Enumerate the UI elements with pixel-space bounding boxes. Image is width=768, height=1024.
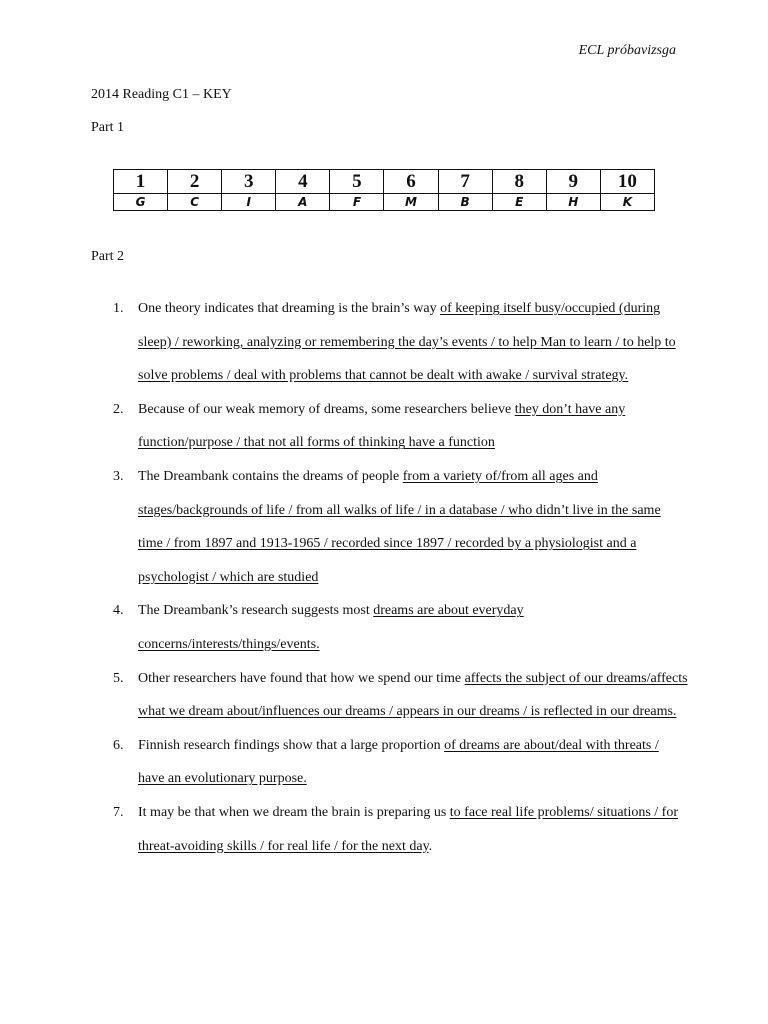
part2-answer-list <box>0 292 768 863</box>
question-number-cell: 9 <box>546 170 600 194</box>
answer-item-number: 6. <box>113 737 124 753</box>
document-title: 2014 Reading C1 – KEY <box>91 87 232 102</box>
answer-letter-cell: F <box>330 194 384 211</box>
answer-item <box>0 662 768 729</box>
answer-item-key: of dreams are about/deal with threats / have an evolutionary purpose. <box>138 737 659 787</box>
question-number-cell: 7 <box>438 170 492 194</box>
part2-heading: Part 2 <box>91 249 125 264</box>
answer-item <box>0 393 768 460</box>
header-exam-name: ECL próbavizsga <box>578 43 676 58</box>
part1-heading: Part 1 <box>91 120 125 135</box>
question-number-cell: 2 <box>168 170 222 194</box>
answer-item-prompt: Finnish research findings show that a large proportion <box>138 737 445 753</box>
answer-item-number: 2. <box>113 401 124 417</box>
answer-letter-cell: K <box>600 194 654 211</box>
answer-item-number: 3. <box>113 468 124 484</box>
answer-table-letter-row <box>114 194 655 211</box>
answer-letter-cell: M <box>384 194 438 211</box>
question-number-cell: 1 <box>114 170 168 194</box>
answer-item-number: 5. <box>113 670 124 686</box>
answer-item-key: to face real life problems/ situations / for threat-avoiding skills / for real life / for the next day <box>138 804 679 854</box>
answer-letter-cell: H <box>546 194 600 211</box>
answer-letter-cell: A <box>276 194 330 211</box>
answer-letter-cell: G <box>114 194 168 211</box>
answer-item <box>0 594 768 661</box>
answer-item-key: they don’t have any function/purpose / that not all forms of thinking have a function <box>138 401 626 451</box>
answer-letter-cell: I <box>222 194 276 211</box>
answer-letter-cell: B <box>438 194 492 211</box>
answer-item-key: affects the subject of our dreams/affects what we dream about/influences our dreams / appears in our dreams / is reflected in our dreams. <box>138 670 688 720</box>
answer-item <box>0 292 768 393</box>
answer-item-number: 4. <box>113 603 124 619</box>
answer-item-number: 1. <box>113 301 124 316</box>
answer-letter-cell: C <box>168 194 222 211</box>
answer-item-key: from a variety of/from all ages and stages/backgrounds of life / from all walks of life / in a database / who didn’t live in the same time / from 1897 and 1913-1965 / recorded since 1897 / recorded by a physiologist and a psychologist / which are studied <box>138 468 661 585</box>
question-number-cell: 8 <box>492 170 546 194</box>
question-number-cell: 6 <box>384 170 438 194</box>
part1-answer-table <box>113 169 655 211</box>
answer-item-tail: . <box>428 838 433 854</box>
answer-item-prompt: The Dreambank’s research suggests most <box>138 603 374 619</box>
question-number-cell: 4 <box>276 170 330 194</box>
answer-item-prompt: Other researchers have found that how we spend our time <box>138 670 465 686</box>
answer-item <box>0 729 768 796</box>
question-number-cell: 5 <box>330 170 384 194</box>
question-number-cell: 3 <box>222 170 276 194</box>
answer-letter-cell: E <box>492 194 546 211</box>
answer-item-prompt: Because of our weak memory of dreams, some researchers believe <box>138 401 515 417</box>
answer-item <box>0 460 768 594</box>
answer-item <box>0 796 768 863</box>
answer-item-key: dreams are about everyday concerns/interests/things/events. <box>138 603 524 652</box>
question-number-cell: 10 <box>600 170 654 194</box>
answer-item-prompt: It may be that when we dream the brain is preparing us <box>138 804 450 820</box>
answer-item-prompt: The Dreambank contains the dreams of people <box>138 468 403 484</box>
answer-item-prompt: One theory indicates that dreaming is the brain’s way <box>138 301 441 316</box>
answer-table-number-row <box>114 170 655 194</box>
answer-item-key: of keeping itself busy/occupied (during sleep) / reworking, analyzing or remembering the day’s events / to help Man to learn / to help to solve problems / deal with problems that cannot be dealt with awake / survival strategy. <box>138 301 676 384</box>
answer-item-number: 7. <box>113 804 124 820</box>
